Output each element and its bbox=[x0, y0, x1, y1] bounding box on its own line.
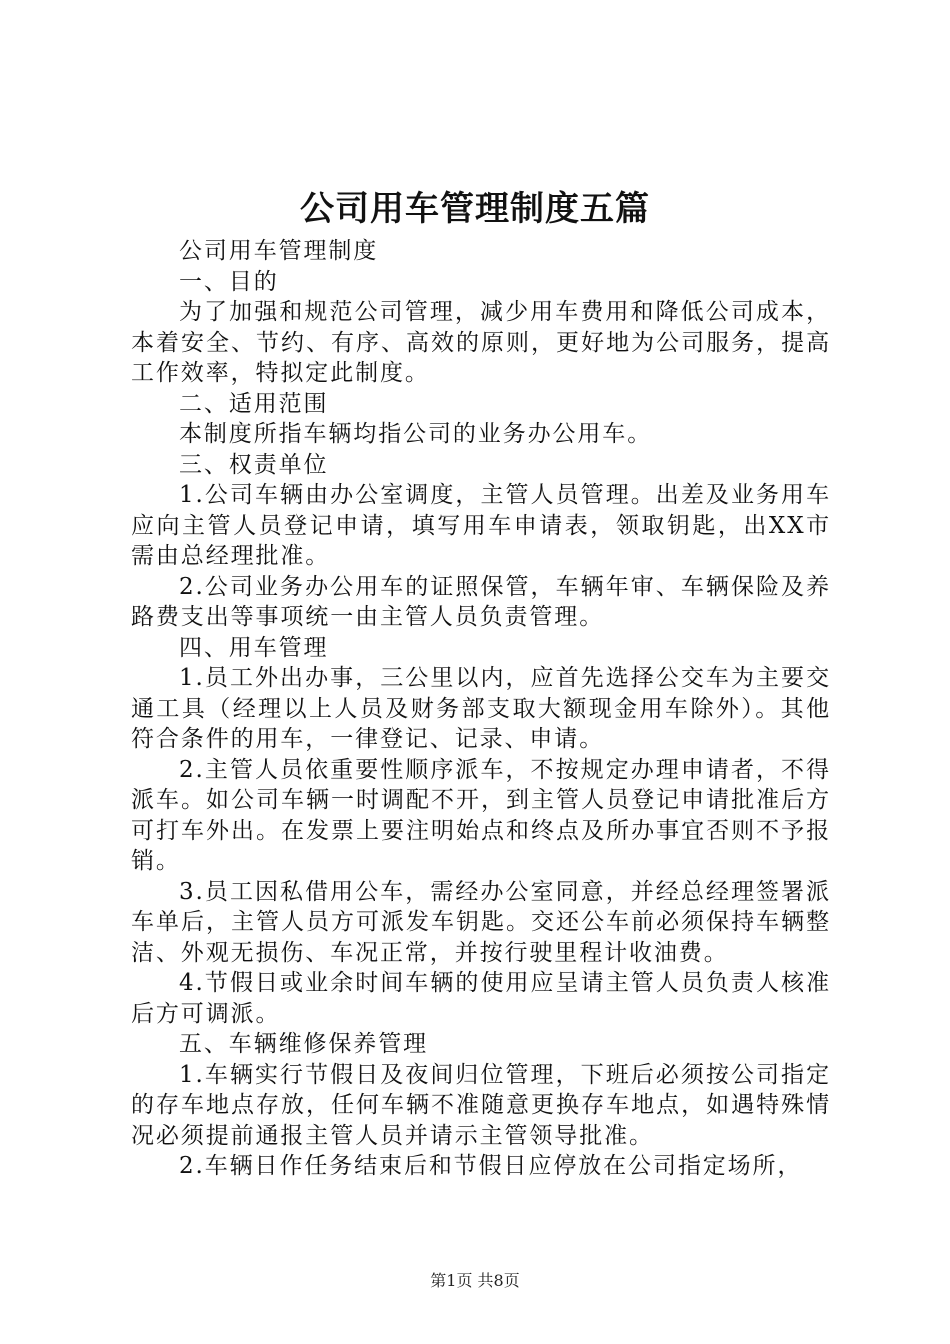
paragraph: 本制度所指车辆均指公司的业务办公用车。 bbox=[179, 421, 653, 447]
paragraph: 为了加强和规范公司管理，减少用车费用和降低公司成本，本着安全、节约、有序、高效的原则，更好地为公司服务，提高工作效率，特拟定此制度。 bbox=[131, 299, 831, 386]
paragraph: 2.车辆日作任务结束后和节假日应停放在公司指定场所， bbox=[179, 1153, 803, 1179]
section-heading: 一、目的 bbox=[179, 268, 279, 295]
section-heading: 三、权责单位 bbox=[179, 451, 329, 478]
document-title: 公司用车管理制度五篇 bbox=[300, 189, 650, 229]
document-body bbox=[131, 236, 831, 1182]
paragraph: 1.公司车辆由办公室调度，主管人员管理。出差及业务用车应向主管人员登记申请，填写用车申请表，领取钥匙，出XX市需由总经理批准。 bbox=[131, 482, 831, 569]
paragraph: 公司用车管理制度 bbox=[179, 238, 379, 264]
section-heading: 二、适用范围 bbox=[179, 390, 329, 417]
page-footer: 第1页 共8页 bbox=[430, 1271, 520, 1290]
paragraph: 3.员工因私借用公车，需经办公室同意，并经总经理签署派车单后，主管人员方可派发车钥匙。交还公车前必须保持车辆整洁、外观无损伤、车况正常，并按行驶里程计收油费。 bbox=[131, 878, 831, 966]
paragraph: 2.公司业务办公用车的证照保管，车辆年审、车辆保险及养路费支出等事项统一由主管人员负责管理。 bbox=[131, 573, 831, 630]
paragraph: 4.节假日或业余时间车辆的使用应呈请主管人员负责人核准后方可调派。 bbox=[131, 970, 831, 1027]
paragraph: 1.车辆实行节假日及夜间归位管理，下班后必须按公司指定的存车地点存放，任何车辆不准随意更换存车地点，如遇特殊情况必须提前通报主管人员并请示主管领导批准。 bbox=[131, 1061, 831, 1149]
paragraph: 2.主管人员依重要性顺序派车，不按规定办理申请者，不得派车。如公司车辆一时调配不开，到主管人员登记申请批准后方可打车外出。在发票上要注明始点和终点及所办事宜否则不予报销。 bbox=[131, 756, 831, 874]
section-heading: 四、用车管理 bbox=[179, 634, 329, 661]
section-heading: 五、车辆维修保养管理 bbox=[179, 1031, 428, 1057]
paragraph: 1.员工外出办事，三公里以内，应首先选择公交车为主要交通工具（经理以上人员及财务部支取大额现金用车除外）。其他符合条件的用车，一律登记、记录、申请。 bbox=[131, 665, 831, 752]
